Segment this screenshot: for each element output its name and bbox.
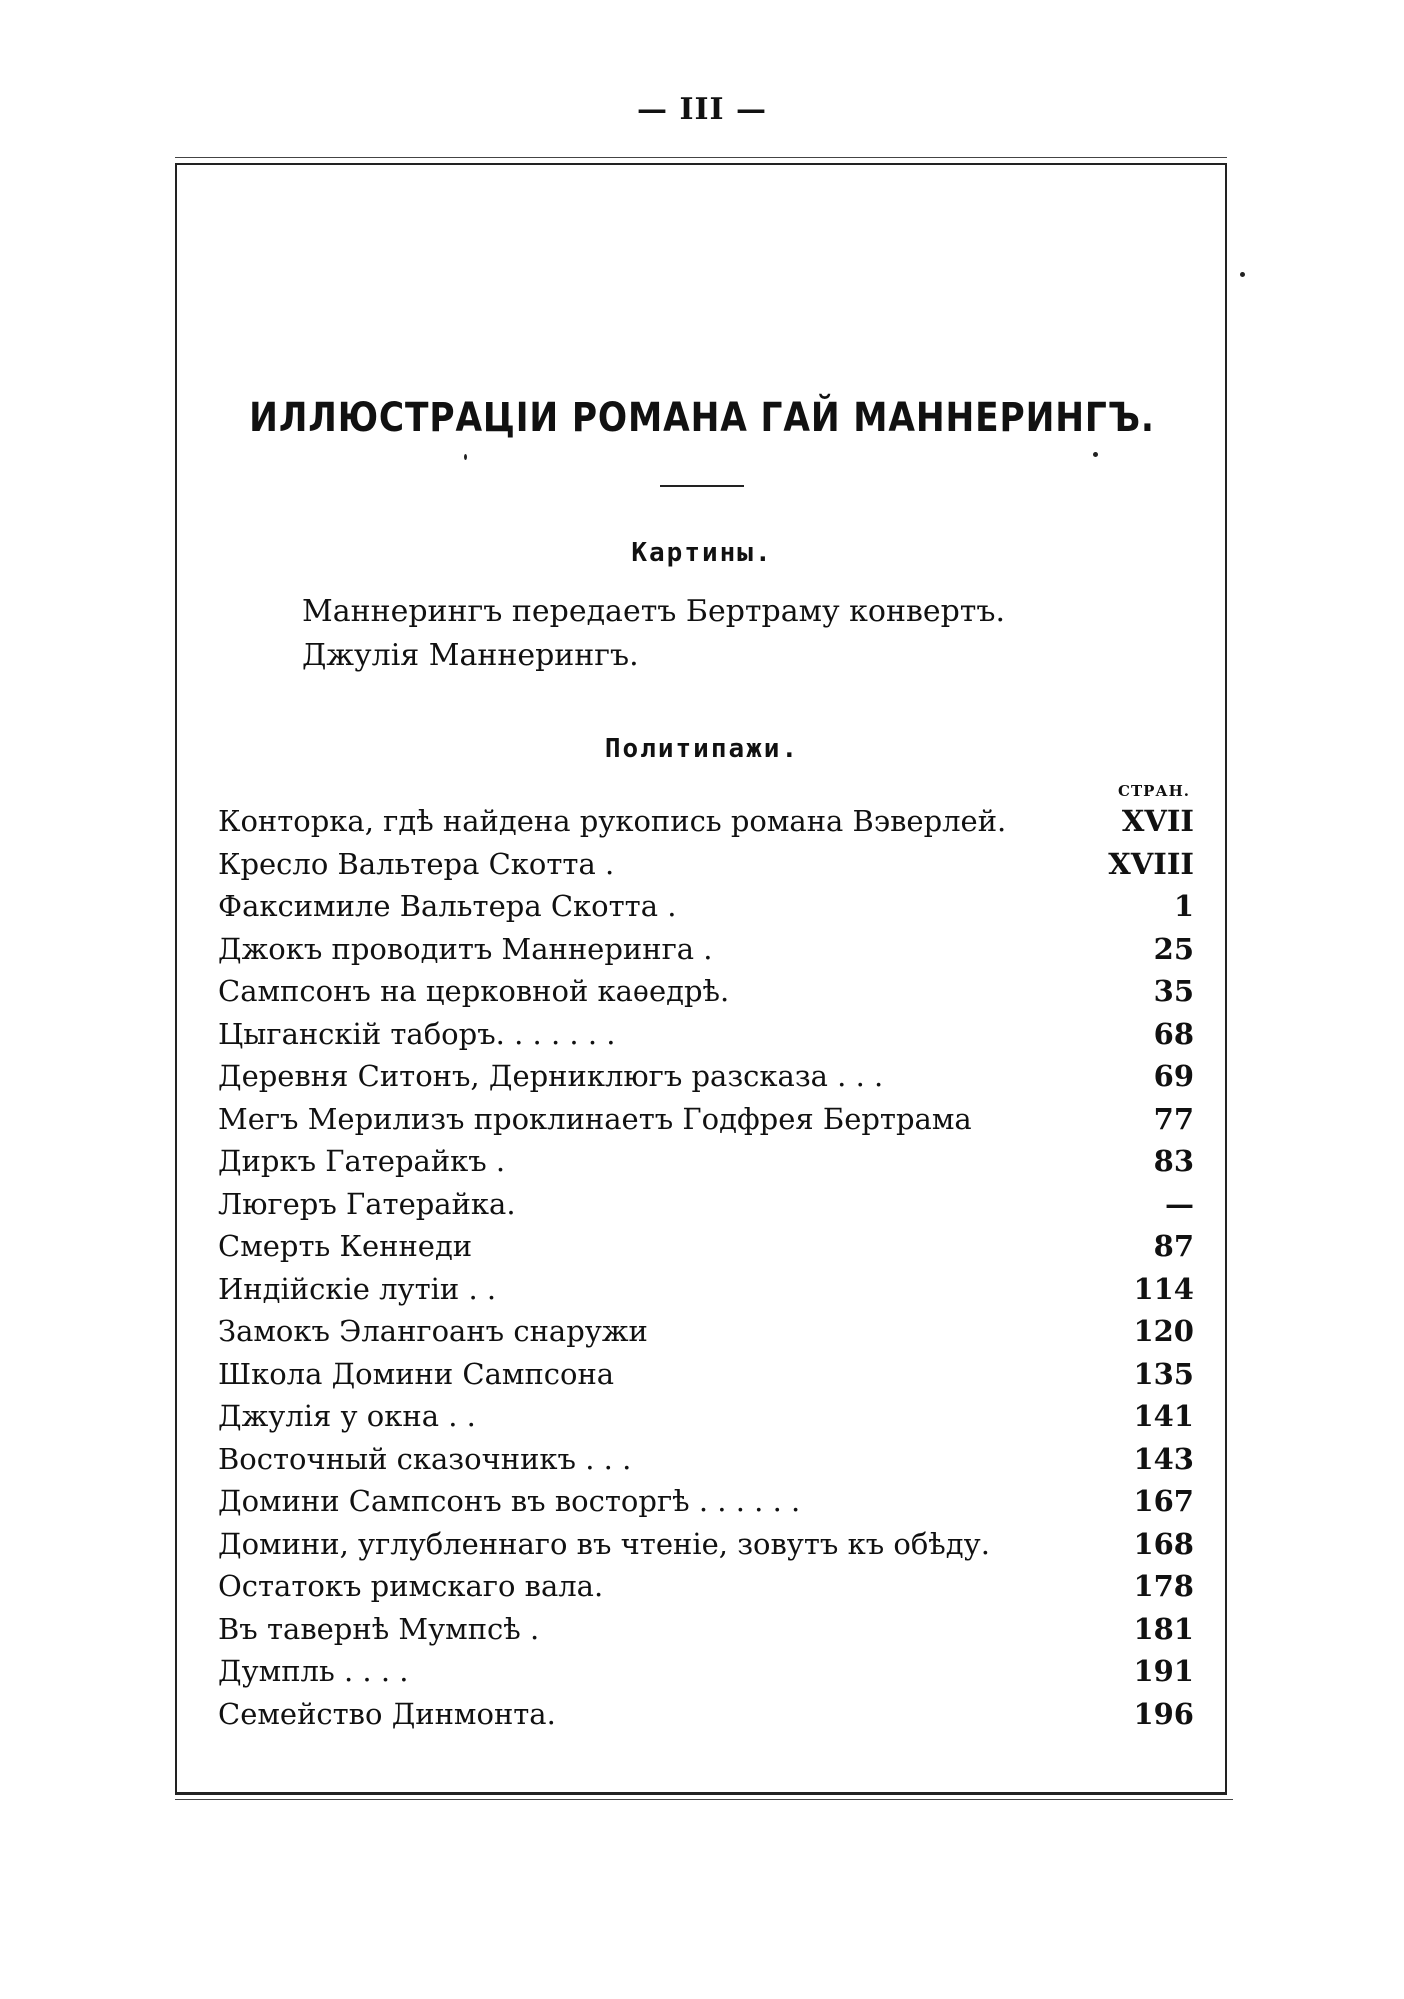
item-title: Индійскіе лутіи . . — [218, 1271, 497, 1306]
stray-dot — [1093, 452, 1098, 457]
item-title: Смерть Кеннеди — [218, 1229, 473, 1263]
item-title: Сампсонъ на церковной каѳедрѣ. — [218, 974, 730, 1008]
stray-dot — [464, 454, 467, 460]
list-item — [218, 1565, 1194, 1608]
polytypes-heading: Политипажи. — [604, 734, 800, 764]
item-page: 35 — [1153, 974, 1194, 1008]
item-page: 87 — [1153, 1229, 1194, 1263]
list-item — [218, 1480, 1194, 1523]
page-title: ИЛЛЮСТРАЦІИ РОМАНА ГАЙ МАННЕРИНГЪ. — [249, 395, 1155, 441]
item-title: Думпль . . . . — [218, 1654, 409, 1688]
item-title: Домини Сампсонъ въ восторгѣ . . . . . . — [218, 1484, 801, 1518]
item-title: Конторка, гдѣ найдена рукопись романа Вэверлей. — [218, 804, 1007, 838]
item-title: Цыганскій таборъ. . . . . . . — [218, 1016, 616, 1051]
list-item — [218, 1523, 1194, 1566]
item-title: Замокъ Элангоанъ снаружи — [218, 1314, 648, 1348]
list-item — [218, 843, 1194, 886]
item-title: Деревня Ситонъ, Дерниклюгъ разсказа . . . — [218, 1059, 884, 1093]
list-item — [218, 1013, 1194, 1056]
item-page: 69 — [1153, 1059, 1194, 1093]
list-item — [218, 1438, 1194, 1481]
item-title: Джокъ проводитъ Маннеринга . — [218, 931, 713, 966]
picture-item: Маннерингъ передаетъ Бертраму конвертъ. — [302, 594, 1006, 629]
frame-top-rule — [175, 157, 1227, 158]
list-item — [218, 885, 1194, 928]
item-page: 77 — [1153, 1101, 1194, 1136]
item-title: Домини, углубленнаго въ чтеніе, зовутъ къ обѣду. — [218, 1526, 990, 1561]
item-title: Семейство Динмонта. — [218, 1696, 556, 1731]
item-title: Диркъ Гатерайкъ . — [218, 1144, 506, 1178]
list-item — [218, 970, 1194, 1013]
item-title: Въ тавернѣ Мумпсѣ . — [218, 1611, 540, 1646]
item-page: 191 — [1133, 1654, 1194, 1688]
item-title: Факсимиле Вальтера Скотта . — [218, 889, 677, 923]
list-item — [218, 1395, 1194, 1438]
title-divider — [660, 485, 744, 487]
item-page: 83 — [1153, 1144, 1194, 1178]
list-item — [218, 1353, 1194, 1396]
item-title: Мегъ Мерилизъ проклинаетъ Годфрея Бертрама — [218, 1101, 972, 1136]
list-item — [218, 1055, 1194, 1098]
item-page: 168 — [1133, 1526, 1194, 1561]
list-item — [218, 1650, 1194, 1693]
item-title: Джулія у окна . . — [218, 1399, 476, 1433]
list-item — [218, 1098, 1194, 1141]
list-item — [218, 1225, 1194, 1268]
item-page: 167 — [1133, 1484, 1194, 1518]
list-item — [218, 1310, 1194, 1353]
list-item — [218, 1693, 1194, 1736]
pictures-heading: Картины. — [631, 538, 773, 568]
list-item — [218, 800, 1194, 843]
list-item — [218, 1608, 1194, 1651]
item-page: 196 — [1133, 1696, 1194, 1731]
item-page: 135 — [1133, 1356, 1194, 1391]
item-page: — — [1165, 1186, 1194, 1221]
polytypes-list — [218, 800, 1194, 1735]
item-title: Люгеръ Гатерайка. — [218, 1186, 516, 1221]
item-title: Школа Домини Сампсона — [218, 1356, 615, 1391]
pictures-list — [302, 590, 1005, 678]
stray-dot — [1240, 272, 1245, 277]
list-item — [218, 928, 1194, 971]
item-page: 114 — [1133, 1271, 1194, 1306]
list-item — [218, 1140, 1194, 1183]
list-item — [218, 1268, 1194, 1311]
item-page: 181 — [1133, 1611, 1194, 1646]
item-page: 178 — [1133, 1569, 1194, 1603]
item-page: 1 — [1173, 889, 1194, 923]
item-page: 68 — [1153, 1016, 1194, 1051]
item-page: 143 — [1133, 1441, 1194, 1476]
item-page: XVIII — [1108, 846, 1194, 881]
frame-bottom-rule — [175, 1799, 1233, 1800]
item-title: Восточный сказочникъ . . . — [218, 1441, 632, 1476]
page-column-label: СТРАН. — [1118, 782, 1190, 800]
item-page: 141 — [1133, 1399, 1194, 1433]
item-page: XVII — [1121, 804, 1194, 838]
list-item — [218, 1183, 1194, 1226]
item-title: Кресло Вальтера Скотта . — [218, 846, 615, 881]
item-title: Остатокъ римскаго вала. — [218, 1569, 604, 1603]
picture-item: Джулія Маннерингъ. — [302, 638, 639, 673]
item-page: 25 — [1153, 931, 1194, 966]
item-page: 120 — [1133, 1314, 1194, 1348]
page-number: — III — — [637, 92, 767, 127]
